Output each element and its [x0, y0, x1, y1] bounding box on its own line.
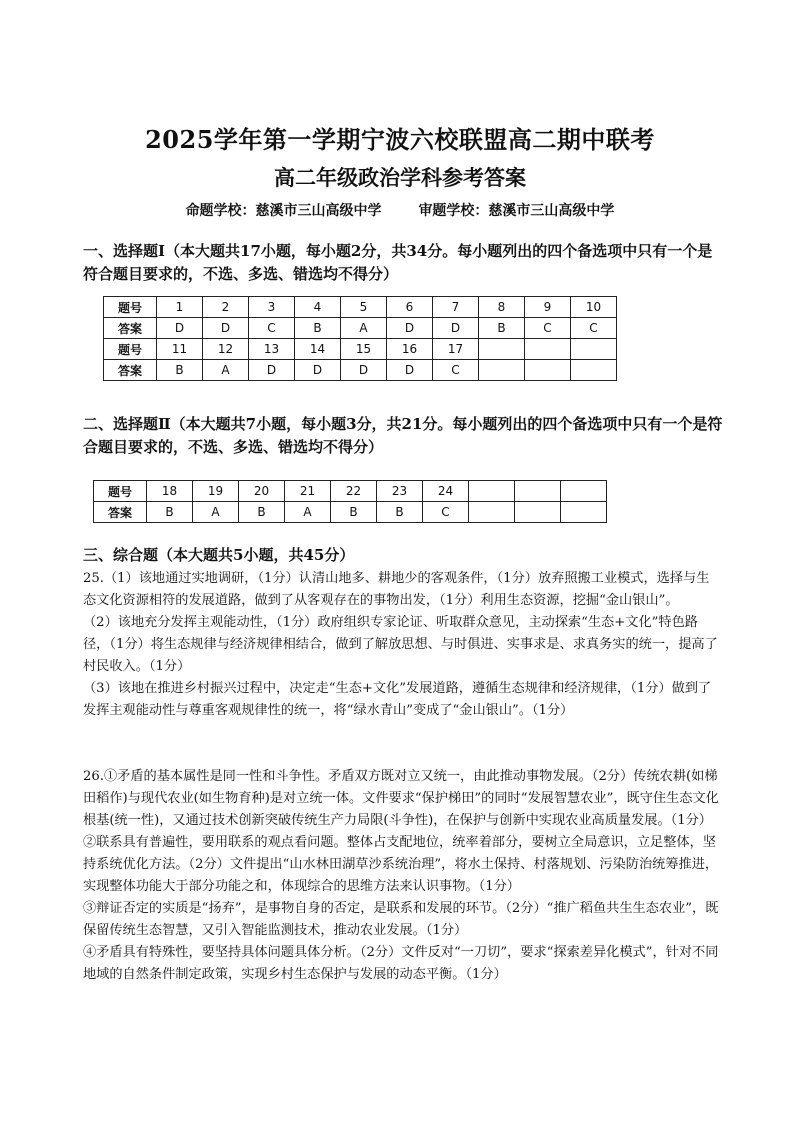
table-row — [104, 297, 617, 318]
table-cell: D — [157, 318, 203, 339]
row-label: 题号 — [104, 339, 157, 360]
table-row — [104, 360, 617, 381]
table-row — [104, 339, 617, 360]
table-cell: 20 — [239, 481, 285, 502]
row-label: 答案 — [94, 502, 147, 523]
table-cell — [515, 481, 561, 502]
table-cell: A — [341, 318, 387, 339]
table-cell: 5 — [341, 297, 387, 318]
table-cell: B — [295, 318, 341, 339]
table-cell: 24 — [423, 481, 469, 502]
row-label: 题号 — [104, 297, 157, 318]
table-cell: 11 — [157, 339, 203, 360]
table-cell: B — [331, 502, 377, 523]
table-cell: A — [203, 360, 249, 381]
table-cell: D — [203, 318, 249, 339]
table-cell: B — [239, 502, 285, 523]
q25-part3: （3）该地在推进乡村振兴过程中，决定走“生态+文化”发展道路，遵循生态规律和经济规律，（1分）做到了发挥主观能动性与尊重客观规律性的统一，将“绿水青山”变成了“金山银山”。（1分） — [83, 681, 712, 718]
table-cell: B — [157, 360, 203, 381]
table-cell — [525, 360, 571, 381]
table-cell: D — [433, 318, 479, 339]
table-cell: 2 — [203, 297, 249, 318]
table-cell: B — [147, 502, 193, 523]
section2-answer-table — [93, 480, 607, 523]
reviewer-school: 审题学校：慈溪市三山高级中学 — [418, 203, 615, 219]
table-cell: D — [387, 318, 433, 339]
table-row — [104, 318, 617, 339]
table-cell: 3 — [249, 297, 295, 318]
table-cell: D — [387, 360, 433, 381]
q25-part2: （2）该地充分发挥主观能动性，（1分）政府组织专家论证、听取群众意见，主动探索“生态+文化”特色路径，（1分）将生态规律与经济规律相结合，做到了解放思想、与时俱进、实事求是、求真务实的统一，提高了村民收入。（1分） — [83, 615, 718, 674]
table-cell: C — [249, 318, 295, 339]
table-cell: 6 — [387, 297, 433, 318]
table-cell: 9 — [525, 297, 571, 318]
q26-point4: ④矛盾具有特殊性，要坚持具体问题具体分析。（2分）文件反对“一刀切”，要求“探索差异化模式”，针对不同地域的自然条件制定政策，实现乡村生态保护与发展的动态平衡。（1分） — [83, 945, 719, 982]
table-cell: D — [295, 360, 341, 381]
page-title: 2025学年第一学期宁波六校联盟高二期中联考 — [145, 125, 655, 154]
table-cell: A — [285, 502, 331, 523]
table-cell — [479, 360, 525, 381]
table-cell — [525, 339, 571, 360]
section2-heading: 二、选择题Ⅱ（本大题共7小题，每小题3分，共21分。每小题列出的四个备选项中只有一个是符合题目要求的，不选、多选、错选均不得分） — [83, 415, 723, 456]
section1-heading: 一、选择题Ⅰ（本大题共17小题，每小题2分，共34分。每小题列出的四个备选项中只有一个是符合题目要求的，不选、多选、错选均不得分） — [83, 242, 713, 283]
row-label: 答案 — [104, 318, 157, 339]
section1-answer-table — [103, 296, 617, 381]
table-cell: 15 — [341, 339, 387, 360]
table-cell: D — [341, 360, 387, 381]
table-cell — [469, 481, 515, 502]
table-cell: C — [525, 318, 571, 339]
table-cell: C — [571, 318, 617, 339]
table-cell: 23 — [377, 481, 423, 502]
q26-point1: 26.①矛盾的基本属性是同一性和斗争性。矛盾双方既对立又统一，由此推动事物发展。（2分）传统农耕(如梯田稻作)与现代农业(如生物育种)是对立统一体。文件要求“保护梯田”的同时“发展智慧农业”，既守住生态文化根基(统一性)，又通过技术创新突破传统生产力局限(斗争性)，在保护与创新中实现农业高质量发展。（1分） — [83, 769, 719, 828]
setter-school: 命题学校：慈溪市三山高级中学 — [185, 203, 382, 219]
table-cell — [479, 339, 525, 360]
table-cell — [571, 360, 617, 381]
table-cell: 13 — [249, 339, 295, 360]
table-cell: 1 — [157, 297, 203, 318]
q25-part1: 25.（1）该地通过实地调研，（1分）认清山地多、耕地少的客观条件，（1分）放弃照搬工业模式，选择与生态文化资源相符的发展道路，做到了从客观存在的事物出发，（1分）利用生态资源，挖掘“金山银山”。 — [83, 571, 710, 608]
table-cell — [515, 502, 561, 523]
table-cell: D — [249, 360, 295, 381]
table-cell: 17 — [433, 339, 479, 360]
row-label: 题号 — [94, 481, 147, 502]
table-cell: 18 — [147, 481, 193, 502]
table-cell: 7 — [433, 297, 479, 318]
table-cell — [469, 502, 515, 523]
table-cell: A — [193, 502, 239, 523]
table-cell — [571, 339, 617, 360]
q26-answer — [83, 766, 719, 986]
page-subtitle: 高二年级政治学科参考答案 — [274, 165, 526, 190]
q26-point2: ②联系具有普遍性，要用联系的观点看问题。整体占支配地位，统率着部分，要树立全局意识，立足整体，坚持系统优化方法。（2分）文件提出“山水林田湖草沙系统治理”，将水土保持、村落规划、污染防治统筹推进，实现整体功能大于部分功能之和，体现综合的思维方法来认识事物。（1分） — [83, 835, 719, 894]
table-cell: 16 — [387, 339, 433, 360]
table-row — [94, 481, 607, 502]
table-cell: C — [433, 360, 479, 381]
q25-answer — [83, 568, 719, 722]
table-cell: C — [423, 502, 469, 523]
table-cell: 8 — [479, 297, 525, 318]
table-cell: 21 — [285, 481, 331, 502]
section3-heading: 三、综合题（本大题共5小题，共45分） — [83, 546, 355, 564]
school-info — [0, 200, 800, 220]
table-cell: B — [377, 502, 423, 523]
table-cell: 10 — [571, 297, 617, 318]
table-cell: 4 — [295, 297, 341, 318]
table-cell: 19 — [193, 481, 239, 502]
q26-point3: ③辩证否定的实质是“扬弃”，是事物自身的否定，是联系和发展的环节。（2分）“推广稻鱼共生生态农业”，既保留传统生态智慧，又引入智能监测技术，推动农业发展。（1分） — [83, 901, 719, 938]
table-cell — [561, 502, 607, 523]
table-cell: 22 — [331, 481, 377, 502]
table-row — [94, 502, 607, 523]
table-cell — [561, 481, 607, 502]
table-cell: 14 — [295, 339, 341, 360]
table-cell: 12 — [203, 339, 249, 360]
row-label: 答案 — [104, 360, 157, 381]
table-cell: B — [479, 318, 525, 339]
